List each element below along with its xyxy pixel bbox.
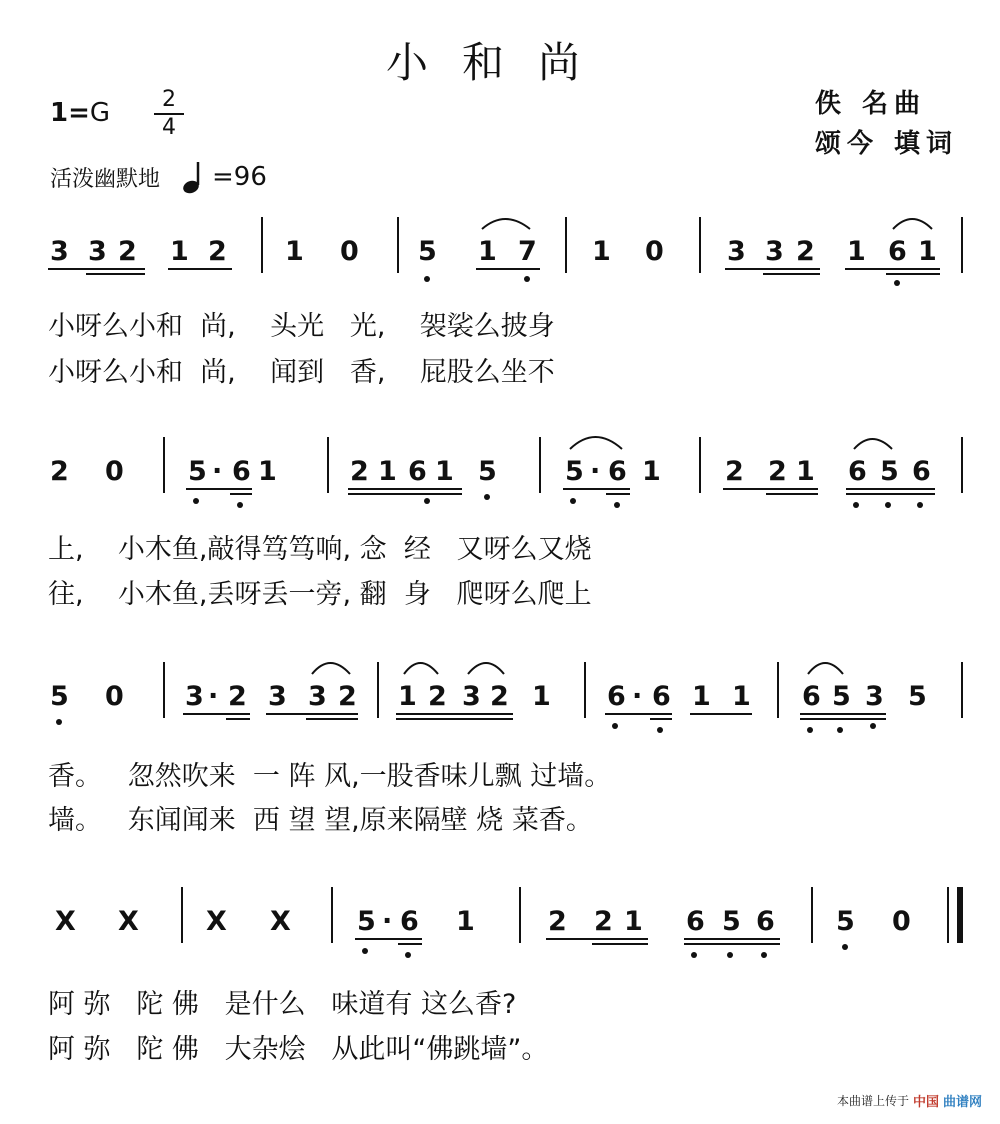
lyric-line-2-verse-2: 往, 小木鱼,丢呀丢一旁, 翻 身 爬呀么爬上 [48, 579, 592, 610]
svg-text:3: 3 [462, 681, 481, 712]
svg-text:5: 5 [565, 456, 584, 487]
svg-text:2: 2 [725, 456, 744, 487]
meter-top: 2 [162, 87, 176, 112]
svg-text:1: 1 [532, 681, 551, 712]
svg-text:1: 1 [592, 236, 611, 267]
svg-text:1: 1 [170, 236, 189, 267]
svg-text:1: 1 [796, 456, 815, 487]
notation-line-4 [0, 875, 1000, 970]
svg-text:X: X [206, 906, 227, 937]
upload-credit [837, 1091, 982, 1110]
svg-text:2: 2 [594, 906, 613, 937]
key-signature [50, 98, 110, 128]
tempo-expression: 活泼幽默地 [50, 166, 161, 192]
svg-text:5: 5 [357, 906, 376, 937]
svg-text:1: 1 [398, 681, 417, 712]
credit-text: 本曲谱上传于 [836, 1094, 909, 1108]
lyric-line-4-verse-1: 阿 弥 陀 佛 是什么 味道有 这么香? [48, 989, 517, 1020]
lyricist: 颂今 填词 [814, 129, 958, 159]
svg-text:0: 0 [892, 906, 911, 937]
svg-text:6: 6 [607, 681, 626, 712]
svg-text:0: 0 [105, 681, 124, 712]
key-eq: = [68, 98, 90, 128]
svg-text:3: 3 [765, 236, 784, 267]
svg-text:2: 2 [228, 681, 247, 712]
credits-block [815, 84, 958, 164]
svg-text:1: 1 [732, 681, 751, 712]
lyric-line-4-verse-2: 阿 弥 陀 佛 大杂烩 从此叫“佛跳墙”。 [48, 1034, 549, 1065]
svg-text:2: 2 [768, 456, 787, 487]
svg-text:X: X [55, 906, 76, 937]
svg-text:1: 1 [692, 681, 711, 712]
svg-text:·: · [208, 681, 219, 712]
time-signature [154, 88, 184, 140]
svg-text:6: 6 [608, 456, 627, 487]
svg-text:5: 5 [908, 681, 927, 712]
svg-text:1: 1 [435, 456, 454, 487]
song-title: 小和尚 [385, 38, 614, 87]
svg-text:5: 5 [188, 456, 207, 487]
svg-text:5: 5 [836, 906, 855, 937]
svg-text:2: 2 [350, 456, 369, 487]
key-prefix: 1 [50, 98, 69, 128]
meter-bottom: 4 [162, 115, 176, 140]
svg-text:5: 5 [832, 681, 851, 712]
lyric-line-1-verse-2: 小呀么小和 尚, 闻到 香, 屁股么坐不 [48, 357, 555, 388]
svg-text:3: 3 [50, 236, 69, 267]
svg-text:6: 6 [888, 236, 907, 267]
svg-text:·: · [212, 456, 223, 487]
svg-text:3: 3 [88, 236, 107, 267]
lyric-line-3-verse-1: 香。 忽然吹来 一 阵 风,一股香味儿飘 过墙。 [48, 761, 612, 792]
svg-text:2: 2 [338, 681, 357, 712]
svg-text:1: 1 [258, 456, 277, 487]
svg-text:2: 2 [796, 236, 815, 267]
site-logo-a: 中国 [912, 1095, 939, 1110]
svg-text:2: 2 [548, 906, 567, 937]
svg-text:1: 1 [478, 236, 497, 267]
svg-text:2: 2 [118, 236, 137, 267]
lyric-line-2-verse-1: 上, 小木鱼,敲得笃笃响, 念 经 又呀么又烧 [48, 534, 592, 565]
svg-text:5: 5 [880, 456, 899, 487]
svg-text:X: X [118, 906, 139, 937]
quarter-note-icon [182, 160, 210, 194]
svg-text:1: 1 [624, 906, 643, 937]
svg-text:6: 6 [400, 906, 419, 937]
svg-text:0: 0 [105, 456, 124, 487]
svg-text:5: 5 [418, 236, 437, 267]
tempo-marking [50, 160, 267, 194]
svg-text:6: 6 [652, 681, 671, 712]
svg-text:1: 1 [642, 456, 661, 487]
svg-text:2: 2 [490, 681, 509, 712]
svg-text:1: 1 [918, 236, 937, 267]
svg-text:·: · [590, 456, 601, 487]
svg-text:6: 6 [686, 906, 705, 937]
notation-line-3 [0, 650, 1000, 740]
svg-text:6: 6 [408, 456, 427, 487]
svg-text:·: · [382, 906, 393, 937]
svg-text:6: 6 [912, 456, 931, 487]
svg-text:6: 6 [848, 456, 867, 487]
svg-text:2: 2 [208, 236, 227, 267]
svg-text:2: 2 [428, 681, 447, 712]
svg-text:3: 3 [865, 681, 884, 712]
svg-text:1: 1 [847, 236, 866, 267]
svg-text:3: 3 [185, 681, 204, 712]
svg-text:6: 6 [232, 456, 251, 487]
svg-text:3: 3 [308, 681, 327, 712]
svg-text:X: X [270, 906, 291, 937]
svg-text:5: 5 [722, 906, 741, 937]
site-logo-b: 曲谱网 [942, 1095, 982, 1110]
tempo-bpm: =96 [212, 162, 267, 192]
svg-text:6: 6 [802, 681, 821, 712]
key-note: G [89, 98, 111, 128]
svg-text:1: 1 [285, 236, 304, 267]
svg-text:3: 3 [727, 236, 746, 267]
composer: 佚 名曲 [814, 89, 926, 119]
svg-text:1: 1 [378, 456, 397, 487]
svg-text:5: 5 [478, 456, 497, 487]
svg-text:2: 2 [50, 456, 69, 487]
svg-text:·: · [632, 681, 643, 712]
svg-text:0: 0 [340, 236, 359, 267]
svg-text:1: 1 [456, 906, 475, 937]
svg-text:0: 0 [645, 236, 664, 267]
lyric-line-3-verse-2: 墙。 东闻闻来 西 望 望,原来隔壁 烧 菜香。 [48, 805, 593, 836]
svg-text:7: 7 [518, 236, 537, 267]
svg-text:3: 3 [268, 681, 287, 712]
svg-text:5: 5 [50, 681, 69, 712]
notation-line-1 [0, 205, 1000, 295]
svg-text:6: 6 [756, 906, 775, 937]
notation-line-2 [0, 425, 1000, 520]
lyric-line-1-verse-1: 小呀么小和 尚, 头光 光, 袈裟么披身 [48, 311, 555, 342]
